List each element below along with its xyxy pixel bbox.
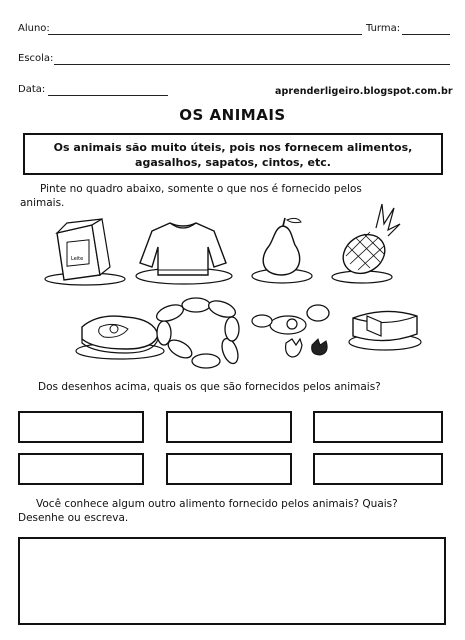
data-label: Data: bbox=[18, 84, 46, 95]
escola-label: Escola: bbox=[18, 53, 54, 64]
turma-line[interactable] bbox=[402, 34, 450, 35]
turma-label: Turma: bbox=[366, 23, 401, 34]
question-1: Dos desenhos acima, quais os que são fornecidos pelos animais? bbox=[38, 381, 381, 393]
question-2-line-2: Desenhe ou escreva. bbox=[18, 512, 129, 524]
cheese-picture[interactable] bbox=[345, 300, 425, 355]
aluno-label: Aluno: bbox=[18, 23, 50, 34]
answer-box-3[interactable] bbox=[313, 411, 443, 443]
intro-box bbox=[23, 133, 443, 175]
answer-box-2[interactable] bbox=[166, 411, 292, 443]
instruction-line-2: animais. bbox=[20, 197, 65, 209]
sausages-picture[interactable] bbox=[150, 295, 245, 375]
milk-carton-picture[interactable] bbox=[40, 215, 135, 290]
answer-box-5[interactable] bbox=[166, 453, 292, 485]
draw-or-write-box[interactable] bbox=[18, 537, 446, 625]
instruction-line-1: Pinte no quadro abaixo, somente o que nos é fornecido pelos bbox=[40, 183, 362, 195]
answer-box-6[interactable] bbox=[313, 453, 443, 485]
aluno-line[interactable] bbox=[48, 34, 362, 35]
pear-picture[interactable] bbox=[247, 212, 317, 287]
data-line[interactable] bbox=[48, 95, 168, 96]
pineapple-picture[interactable] bbox=[330, 198, 405, 288]
question-2 bbox=[18, 497, 458, 525]
intro-line-1: Os animais são muito úteis, pois nos fornecem alimentos, bbox=[53, 141, 413, 154]
intro-line-2: agasalhos, sapatos, cintos, etc. bbox=[135, 156, 331, 169]
answer-box-1[interactable] bbox=[18, 411, 144, 443]
answer-box-4[interactable] bbox=[18, 453, 144, 485]
page-title: OS ANIMAIS bbox=[179, 106, 286, 124]
eggs-picture[interactable] bbox=[248, 295, 338, 365]
milk-carton-text: Leite bbox=[71, 256, 84, 262]
escola-line[interactable] bbox=[54, 64, 450, 65]
question-2-line-1: Você conhece algum outro alimento fornecido pelos animais? Quais? bbox=[36, 498, 398, 510]
sweater-picture[interactable] bbox=[128, 213, 238, 288]
site-url: aprenderligeiro.blogspot.com.br bbox=[275, 86, 453, 97]
